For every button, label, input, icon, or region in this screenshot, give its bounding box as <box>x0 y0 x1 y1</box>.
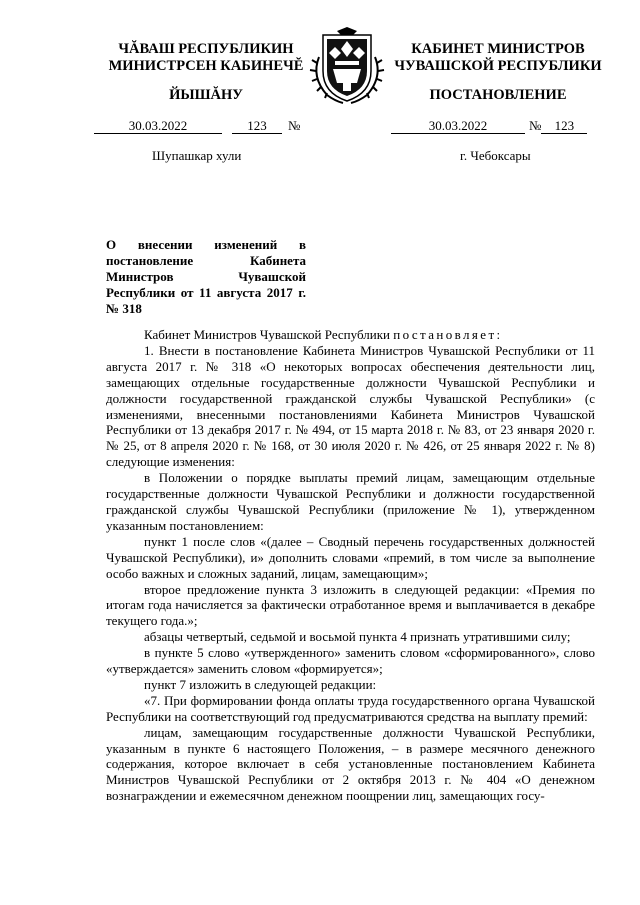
body-paragraph: «7. При формировании фонда оплаты труда государственного органа Чувашской Республики на соответствующий год предусматриваются средства на выплату премий: <box>106 692 595 724</box>
city-chuvash: Шупашкар хули <box>152 148 242 163</box>
dateline-right <box>391 118 587 134</box>
date-left: 30.03.2022 <box>94 119 222 134</box>
number-left: 123 <box>232 119 282 134</box>
header-right-russian <box>390 41 606 75</box>
document-subject: О внесении изменений в постановление Кабинета Министров Чувашской Республики от 11 августа 2017 г. № 318 <box>106 237 306 316</box>
body-paragraph: второе предложение пункта 3 изложить в следующей редакции: «Премия по итогам года начисляется за фактически отработанное время и выплачивается в декабре текущего года.»; <box>106 581 595 629</box>
header-right-line-1: КАБИНЕТ МИНИСТРОВ <box>411 41 585 57</box>
dateline-left <box>94 118 300 134</box>
body-paragraph: абзацы четвертый, седьмой и восьмой пункта 4 признать утратившими силу; <box>144 629 571 645</box>
body-paragraph: пункт 7 изложить в следующей редакции: <box>144 676 377 692</box>
number-sign-left: № <box>288 118 301 133</box>
header-left-chuvash <box>98 41 314 75</box>
doc-type-chuvash: ЙЫШĂНУ <box>169 87 243 103</box>
city-russian: г. Чебоксары <box>460 148 531 163</box>
header-left-line-2: МИНИСТРСЕН КАБИНЕЧĔ <box>108 58 304 74</box>
body-paragraph: пункт 1 после слов «(далее – Сводный перечень государственных должностей Чувашской Республики), и» дополнить словами «премий, в том числе за выполнение особо важных и сложных заданий, лицам, замещающим»; <box>106 533 595 581</box>
preamble <box>106 327 595 343</box>
body-paragraph: в пункте 5 слово «утвержденного» заменить словом «сформированного», слово «утверждается» заменить словом «формируется»; <box>106 645 595 677</box>
coat-of-arms-icon <box>309 27 385 105</box>
document-body <box>106 327 595 804</box>
header-right-line-2: ЧУВАШСКОЙ РЕСПУБЛИКИ <box>394 58 602 74</box>
doc-type-russian: ПОСТАНОВЛЕНИЕ <box>429 87 567 103</box>
number-sign-right: № <box>529 118 542 133</box>
date-right: 30.03.2022 <box>391 119 525 134</box>
number-right: 123 <box>541 119 587 134</box>
body-paragraph: в Положении о порядке выплаты премий лицам, замещающим отдельные государственные должности Чувашской Республики и должности государственной гражданской службы Чувашской Республики (приложение № 1), утвержденном указанным постановлением: <box>106 470 595 533</box>
preamble-text: Кабинет Министров Чувашской Республики <box>144 327 390 342</box>
body-paragraph: лицам, замещающим государственные должности Чувашской Республики, указанным в пункте 6 настоящего Положения, – в размере месячного денежного содержания, которое включает в себя установленные постановлением Кабинета Министров Чувашской Республики от 2 октября 2013 г. № 404 «О денежном вознаграждении и ежемесячном денежном поощрении лиц, замещающих госу- <box>106 724 595 804</box>
preamble-verb: постановляет: <box>393 327 503 342</box>
header-left-line-1: ЧĂВАШ РЕСПУБЛИКИН <box>118 41 294 57</box>
body-paragraph: 1. Внести в постановление Кабинета Министров Чувашской Республики от 11 августа 2017 г. № 318 «О некоторых вопросах обеспечения деятельности лиц, замещающих отдельные государственные должности Чувашской Республики и должности государственной гражданской службы Чувашской Республики» (с изменениями, внесенными постановлениями Кабинета Министров Чувашской Республики от 13 декабря 2017 г. № 494, от 15 марта 2018 г. № 83, от 23 января 2020 г. № 25, от 8 апреля 2020 г. № 168, от 30 июля 2020 г. № 426, от 25 января 2022 г. № 8) следующие изменения: <box>106 342 595 470</box>
